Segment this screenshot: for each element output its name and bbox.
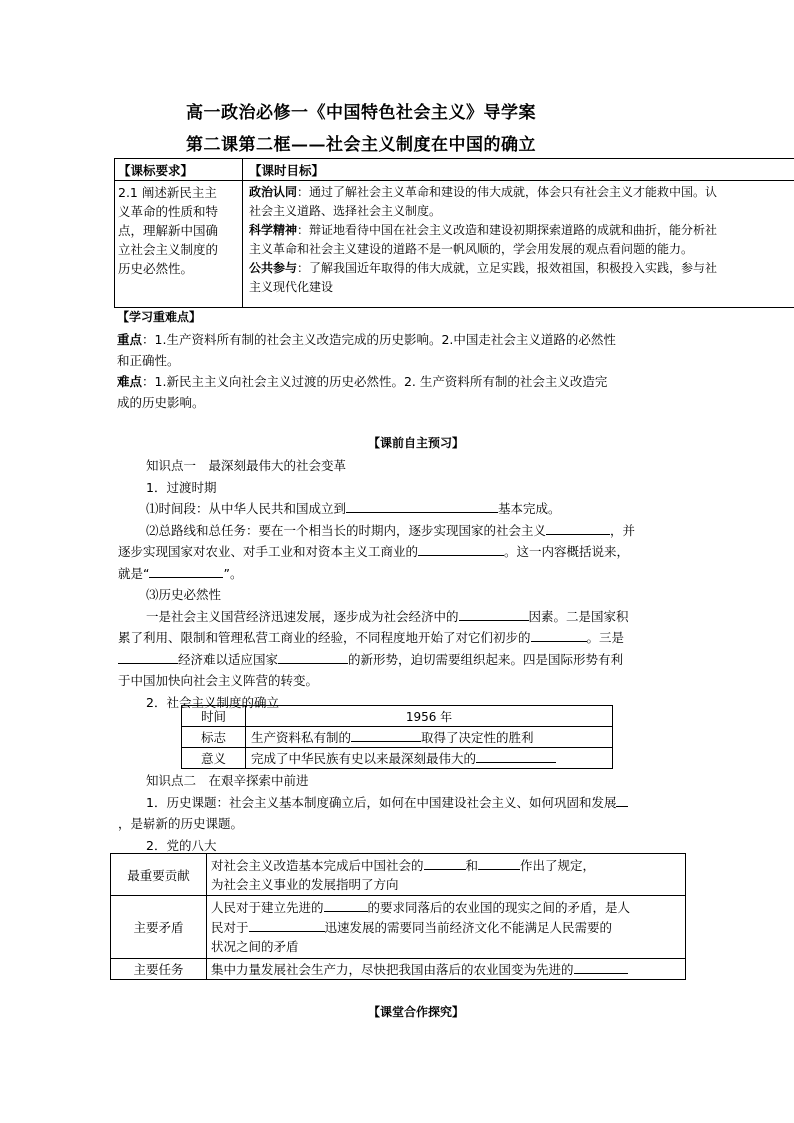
- objective-political-identity: 政治认同：通过了解社会主义革命和建设的伟大成就，体会只有社会主义才能救中国。认: [249, 185, 718, 199]
- goals-col2-header: 【课时目标】: [243, 159, 794, 181]
- page-subtitle: 第二课第二框——社会主义制度在中国的确立: [186, 135, 536, 155]
- socialist-system-table: 时间 1956 年 标志 生产资料私有制的 取得了决定性的胜利 意义 完成了中华民族有史以来最深刻最伟大的: [181, 705, 613, 769]
- key-points: 重点：1.生产资料所有制的社会主义改造完成的历史影响。2.中国走社会主义道路的必然性 和正确性。 难点：1.新民主主义向社会主义过渡的历史必然性。2. 生产资料所有制的社会主义改造完 成的历史影响。: [117, 332, 616, 410]
- goals-table: [114, 158, 794, 308]
- blank-14[interactable]: [324, 899, 368, 912]
- blank-5[interactable]: [459, 608, 529, 621]
- blank-6[interactable]: [531, 629, 587, 642]
- knowledge-point-1-title: 知识点一 最深刻最伟大的社会变革: [146, 458, 347, 473]
- eighth-congress-table: 最重要贡献 对社会主义改造基本完成后中国社会的 和 作出了规定， 为社会主义事业的发展指明了方向 主要矛盾 人民对于建立先进的 的要求同落后的农业国的现实之间的矛盾，是人 民对于 迅速发展的需要同当前经济文化不能满足人民需要的 状况之间的矛盾 主要任务 集中力量发展社会生产力，尽快把我国由落后的农业国变为先进的: [110, 853, 686, 980]
- blank-12[interactable]: [424, 857, 466, 870]
- curriculum-standard-cell: 2.1 阐述新民主主 义革命的性质和特 点，理解新中国确 立社会主义制度的 历史必然性。: [115, 181, 243, 308]
- objective-public-participation: 公共参与：了解我国近年取得的伟大成就，立足实践，报效祖国，积极投入实践，参与社: [249, 261, 718, 275]
- blank-2[interactable]: [546, 522, 610, 535]
- blank-3[interactable]: [418, 543, 504, 556]
- blank-16[interactable]: [574, 961, 628, 974]
- goals-col1-header: 【课标要求】: [115, 159, 243, 181]
- objective-scientific-spirit: 科学精神：辩证地看待中国在社会主义改造和建设初期探索道路的成就和曲折，能分析社: [249, 223, 718, 237]
- cooperation-header: 【课堂合作探究】: [368, 1005, 465, 1019]
- knowledge-point-2: 知识点二 在艰辛探索中前进 1．历史课题：社会主义基本制度确立后，如何在中国建设社会主义、如何巩固和发展 ，是崭新的历史课题。 2．党的八大: [118, 770, 628, 856]
- blank-1[interactable]: [346, 500, 498, 513]
- preview-content: 知识点一 最深刻最伟大的社会变革 1．过渡时期 ⑴时间段：从中华人民共和国成立到 基本完成。 ⑵总路线和总任务：要在一个相当长的时期内，逐步实现国家的社会主义 ，并 逐步实现国家对农业、对手工业和对资本主义工商业的 。这一内容概括说来， 就是“ ”。 ⑶历史必然性 一是社会主义国营经济迅速发展，逐步成为社会经济中的 因素。二是国家积 累了利用、限制和管理私营工商业的经验，不同程度地开始了对它们初步的 。三是 经济难以适应国家 的新形势，迫切需要组织起来。四是国际形势有利 于中国加快向社会主义阵营的转变。 2．社会主义制度的确立: [118, 455, 635, 713]
- blank-7[interactable]: [118, 651, 178, 664]
- blank-8[interactable]: [278, 651, 348, 664]
- blank-13[interactable]: [478, 857, 520, 870]
- blank-9[interactable]: [351, 729, 421, 742]
- lesson-objectives-cell: 政治认同：通过了解社会主义革命和建设的伟大成就，体会只有社会主义才能救中国。认 社会主义道路、选择社会主义制度。 科学精神：辩证地看待中国在社会主义改造和建设初期探索道路的成就和曲折，能分析社 主义革命和社会主义建设的道路不是一帆风顺的，学会用发展的观点看问题的能力。 公共参与：了解我国近年取得的伟大成就，立足实践，报效祖国，积极投入实践，参与社 主义现代化建设: [243, 181, 794, 308]
- blank-4[interactable]: [149, 565, 223, 578]
- page-title: 高一政治必修一《中国特色社会主义》导学案: [186, 103, 536, 123]
- blank-15[interactable]: [249, 919, 325, 932]
- key-points-header: 【学习重难点】: [117, 310, 202, 324]
- blank-10[interactable]: [476, 750, 556, 763]
- blank-11[interactable]: [616, 794, 628, 807]
- preview-header: 【课前自主预习】: [368, 436, 465, 450]
